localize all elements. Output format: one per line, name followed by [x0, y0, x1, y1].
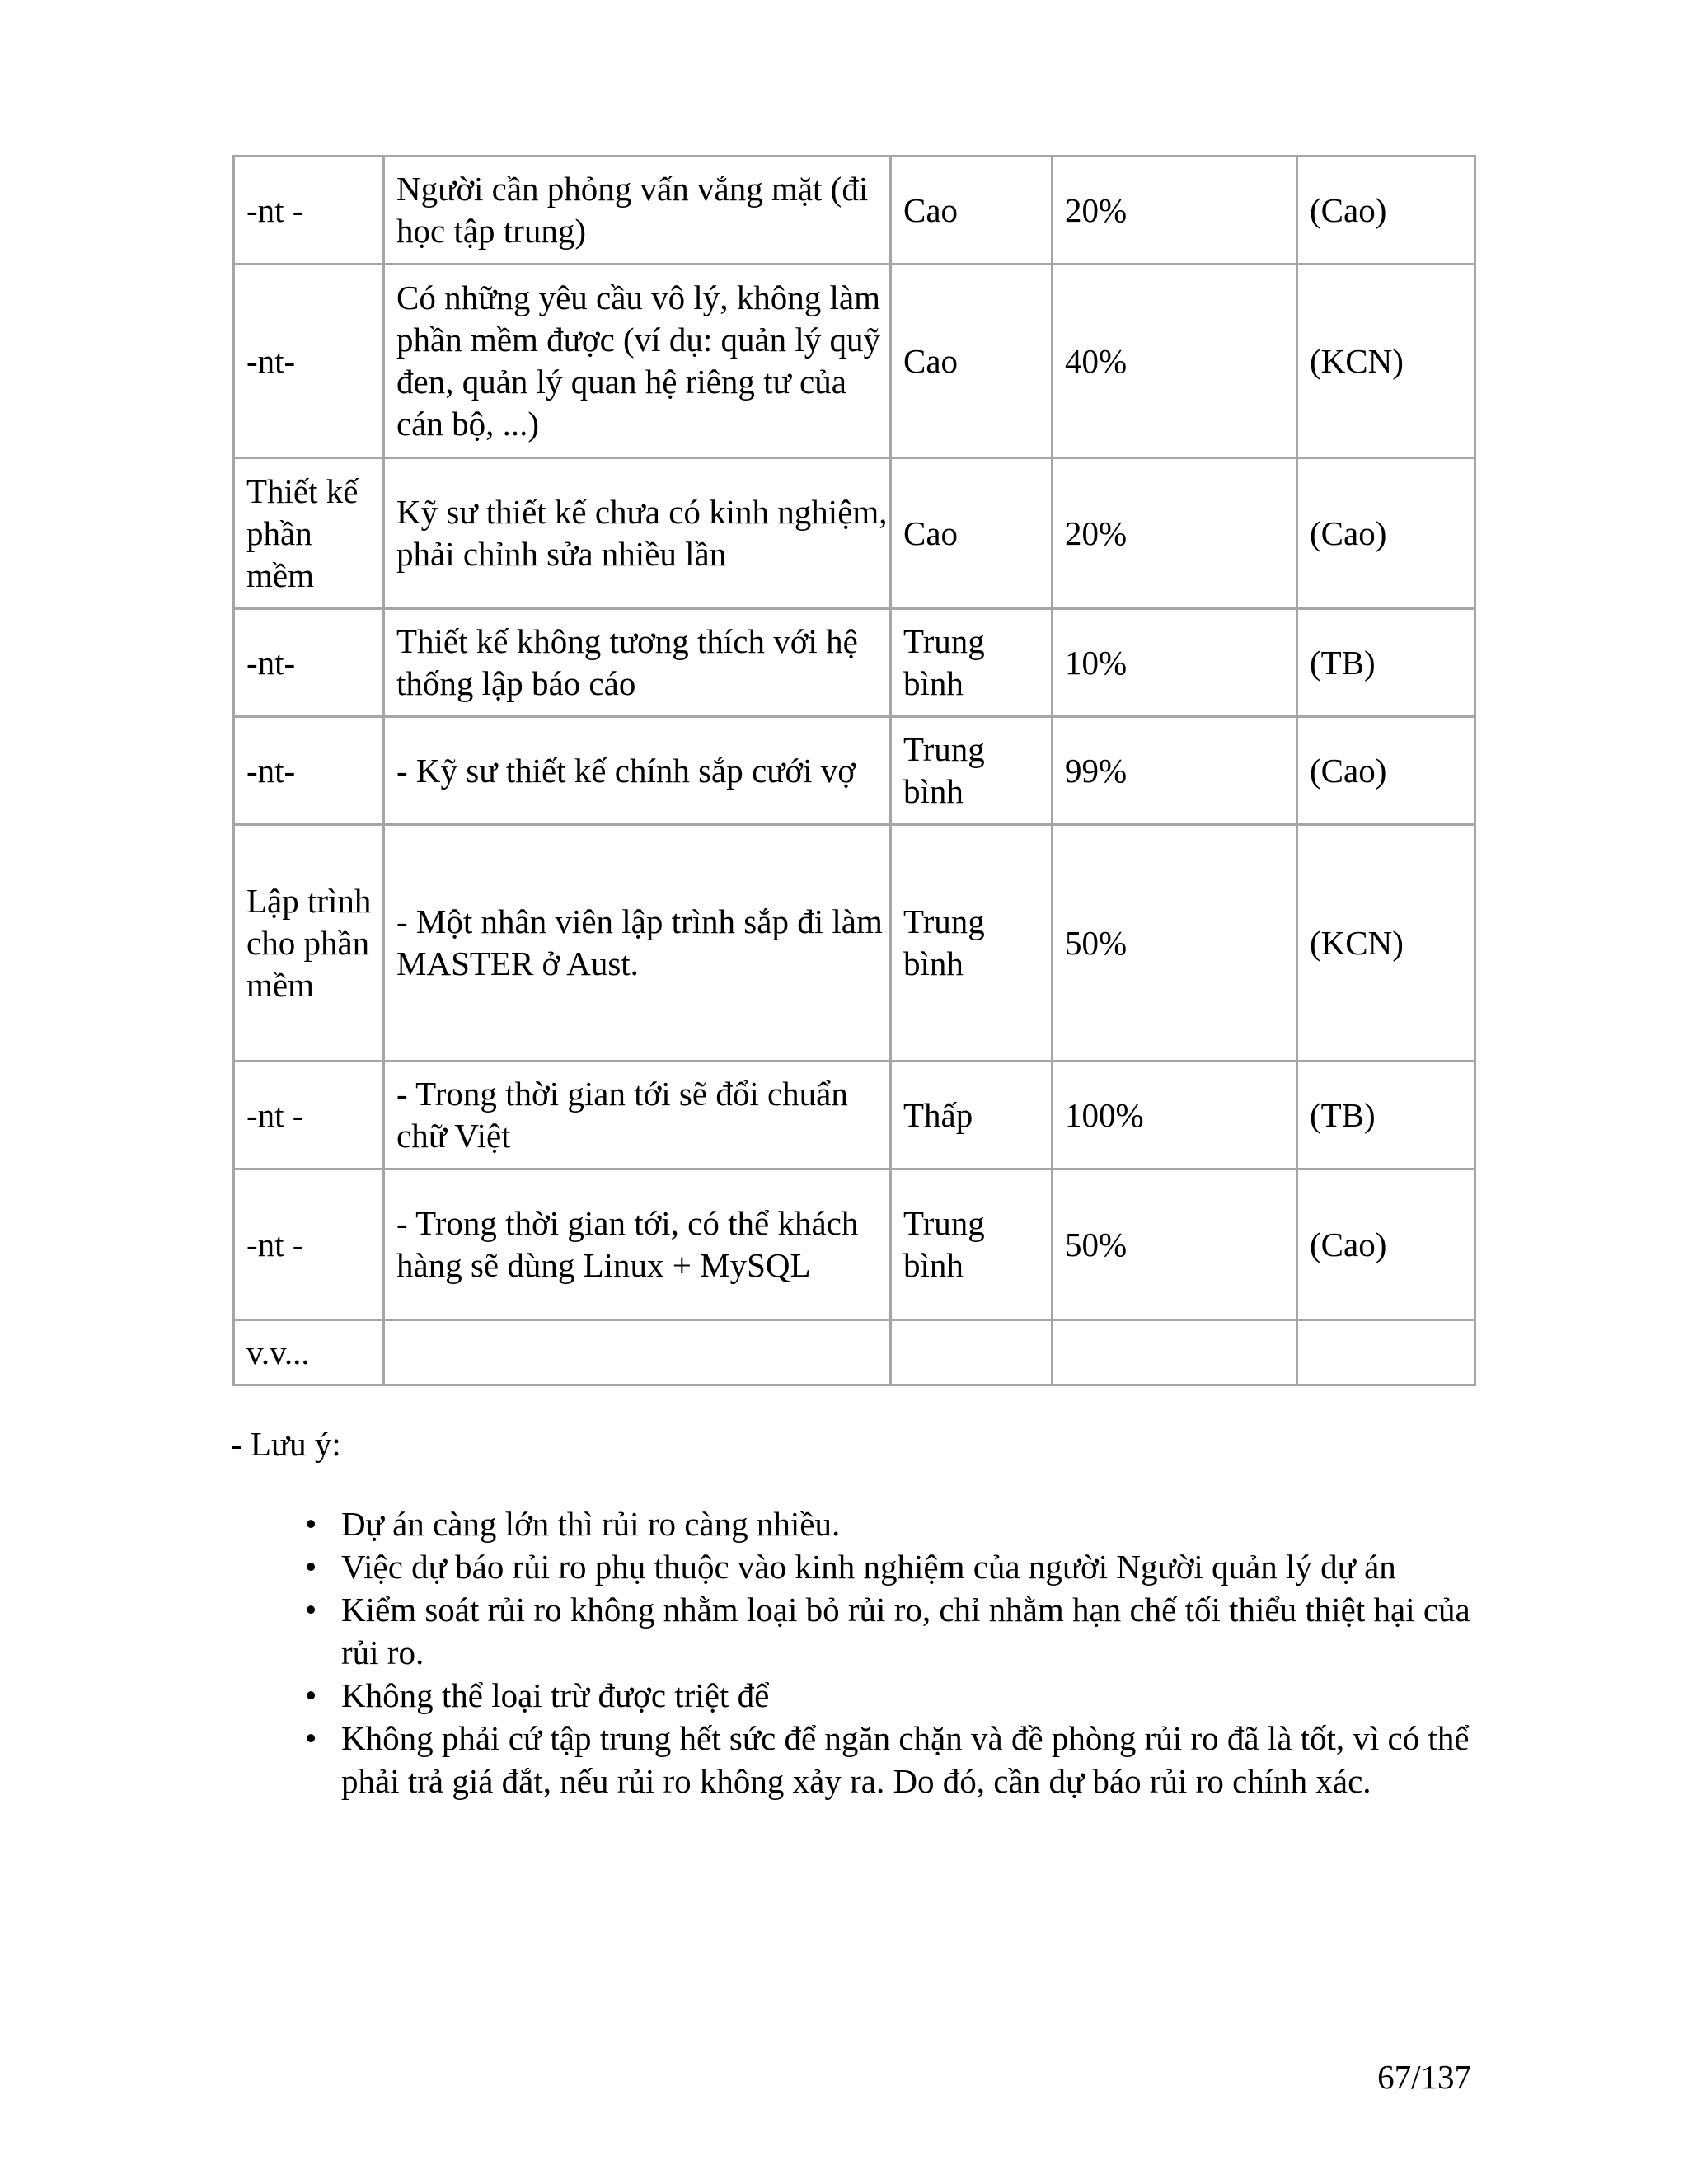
probability-cell: 100% — [1053, 1062, 1297, 1169]
risk-table — [232, 155, 1476, 1386]
table-row — [234, 157, 1475, 265]
table-row — [234, 717, 1475, 825]
bullet-icon: • — [305, 1676, 317, 1714]
bullet-icon: • — [305, 1505, 317, 1543]
probability-cell: 20% — [1053, 157, 1297, 265]
probability-cell: 10% — [1053, 609, 1297, 717]
probability-cell: 99% — [1053, 717, 1297, 825]
assessment-cell: (Cao) — [1297, 458, 1475, 609]
probability-cell: 50% — [1053, 825, 1297, 1062]
table-row — [234, 265, 1475, 458]
list-item — [305, 1674, 1484, 1717]
note-text: Kiểm soát rủi ro không nhằm loại bỏ rủi ro, chỉ nhằm hạn chế tối thiểu thiệt hại của rủi ro. — [341, 1591, 1470, 1671]
assessment-cell: (Cao) — [1297, 717, 1475, 825]
phase-cell: -nt- — [234, 609, 384, 717]
assessment-cell: (KCN) — [1297, 265, 1475, 458]
notes-label: - Lưu ý: — [231, 1425, 341, 1463]
probability-cell — [1053, 1320, 1297, 1385]
note-text: Việc dự báo rủi ro phụ thuộc vào kinh nghiệm của người Người quản lý dự án — [341, 1548, 1396, 1586]
level-cell: Cao — [891, 458, 1053, 609]
list-item — [305, 1545, 1484, 1588]
list-item — [305, 1502, 1484, 1545]
assessment-cell — [1297, 1320, 1475, 1385]
risk-cell: - Một nhân viên lập trình sắp đi làm MASTER ở Aust. — [384, 825, 891, 1062]
level-cell: Trung bình — [891, 1169, 1053, 1320]
phase-cell: -nt - — [234, 1169, 384, 1320]
assessment-cell: (TB) — [1297, 609, 1475, 717]
probability-cell: 40% — [1053, 265, 1297, 458]
bullet-icon: • — [305, 1548, 317, 1586]
assessment-cell: (KCN) — [1297, 825, 1475, 1062]
table-row — [234, 1320, 1475, 1385]
phase-cell: Thiết kế phần mềm — [234, 458, 384, 609]
risk-cell: Kỹ sư thiết kế chưa có kinh nghiệm, phải chỉnh sửa nhiều lần — [384, 458, 891, 609]
risk-cell: Người cần phỏng vấn vắng mặt (đi học tập trung) — [384, 157, 891, 265]
probability-cell: 50% — [1053, 1169, 1297, 1320]
phase-cell: Lập trình cho phần mềm — [234, 825, 384, 1062]
level-cell: Thấp — [891, 1062, 1053, 1169]
assessment-cell: (Cao) — [1297, 157, 1475, 265]
note-text: Dự án càng lớn thì rủi ro càng nhiều. — [341, 1505, 841, 1543]
table-row — [234, 1169, 1475, 1320]
phase-cell: -nt- — [234, 265, 384, 458]
notes-list — [305, 1502, 1484, 1802]
note-text: Không phải cứ tập trung hết sức để ngăn chặn và đề phòng rủi ro đã là tốt, vì có thể phải trả giá đắt, nếu rủi ro không xảy ra. Do đó, cần dự báo rủi ro chính xác. — [341, 1719, 1470, 1800]
list-item — [305, 1717, 1484, 1802]
risk-cell: Thiết kế không tương thích với hệ thống lập báo cáo — [384, 609, 891, 717]
risk-cell: - Trong thời gian tới sẽ đổi chuẩn chữ Việt — [384, 1062, 891, 1169]
probability-cell: 20% — [1053, 458, 1297, 609]
assessment-cell: (Cao) — [1297, 1169, 1475, 1320]
level-cell — [891, 1320, 1053, 1385]
page-number: 67/137 — [1377, 2058, 1471, 2096]
phase-cell: v.v... — [234, 1320, 384, 1385]
level-cell: Trung bình — [891, 825, 1053, 1062]
level-cell: Cao — [891, 157, 1053, 265]
bullet-icon: • — [305, 1591, 317, 1629]
list-item — [305, 1588, 1484, 1674]
risk-cell: Có những yêu cầu vô lý, không làm phần mềm được (ví dụ: quản lý quỹ đen, quản lý quan hệ riêng tư của cán bộ, ...) — [384, 265, 891, 458]
phase-cell: -nt- — [234, 717, 384, 825]
level-cell: Cao — [891, 265, 1053, 458]
phase-cell: -nt - — [234, 157, 384, 265]
level-cell: Trung bình — [891, 609, 1053, 717]
table-row — [234, 458, 1475, 609]
table-row — [234, 609, 1475, 717]
risk-cell — [384, 1320, 891, 1385]
bullet-icon: • — [305, 1719, 317, 1757]
phase-cell: -nt - — [234, 1062, 384, 1169]
level-cell: Trung bình — [891, 717, 1053, 825]
assessment-cell: (TB) — [1297, 1062, 1475, 1169]
risk-cell: - Kỹ sư thiết kế chính sắp cưới vợ — [384, 717, 891, 825]
table-row — [234, 825, 1475, 1062]
risk-cell: - Trong thời gian tới, có thể khách hàng sẽ dùng Linux + MySQL — [384, 1169, 891, 1320]
table-row — [234, 1062, 1475, 1169]
note-text: Không thể loại trừ được triệt để — [341, 1676, 770, 1714]
